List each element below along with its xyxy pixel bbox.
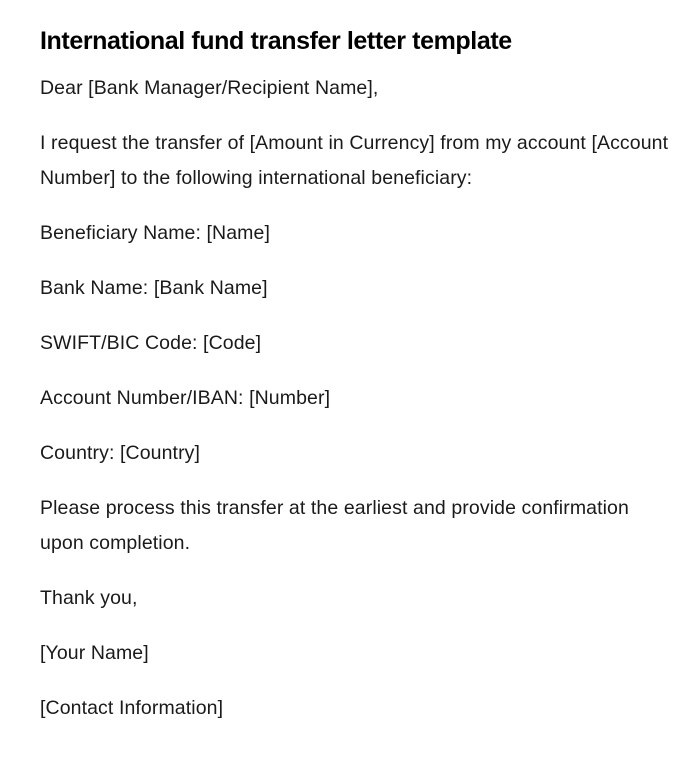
closing-request-paragraph: Please process this transfer at the earliest and provide confirmation upon completion. <box>40 497 629 554</box>
country-line: Country: [Country] <box>40 442 201 464</box>
swift-code-line: SWIFT/BIC Code: [Code] <box>40 332 262 354</box>
transfer-request-paragraph: I request the transfer of [Amount in Currency] from my account [Account Number] to the following international beneficiary: <box>40 132 669 189</box>
account-iban-line: Account Number/IBAN: [Number] <box>40 387 331 409</box>
letter-page <box>40 22 670 746</box>
bank-name-line: Bank Name: [Bank Name] <box>40 277 268 299</box>
beneficiary-name-line: Beneficiary Name: [Name] <box>40 222 270 244</box>
document-title: International fund transfer letter template <box>40 27 512 55</box>
sign-off: Thank you, <box>40 587 138 609</box>
salutation: Dear [Bank Manager/Recipient Name], <box>40 77 379 99</box>
contact-info-placeholder: [Contact Information] <box>40 697 224 719</box>
your-name-placeholder: [Your Name] <box>40 642 149 664</box>
